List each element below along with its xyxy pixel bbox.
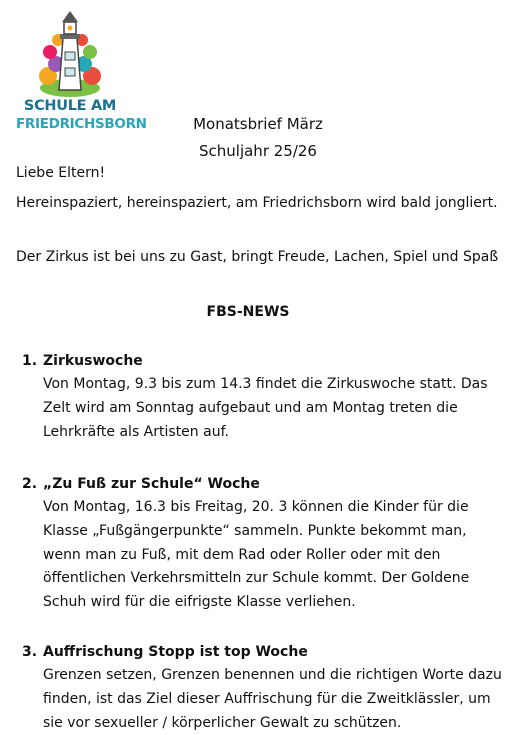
logo-school-name-line1: SCHULE AM (23, 98, 117, 114)
news-item-title: „Zu Fuß zur Schule“ Woche (43, 476, 260, 492)
page-subtitle: Schuljahr 25/26 (199, 142, 317, 160)
page-title: Monatsbrief März (193, 115, 323, 133)
news-item-number: 2. (22, 476, 38, 492)
intro-paragraph: Hereinspaziert, hereinspaziert, am Friedrichsborn wird bald jongliert. (16, 195, 498, 211)
news-item-number: 3. (22, 644, 38, 660)
greeting: Liebe Eltern! (16, 165, 106, 181)
news-item-number: 1. (22, 353, 38, 369)
logo-school-name-line2: FRIEDRICHSBORN (16, 116, 147, 132)
news-item-title: Auffrischung Stopp ist top Woche (43, 644, 308, 660)
news-item-body: Von Montag, 16.3 bis Freitag, 20. 3 können die Kinder für die Klasse „Fußgängerpunkte“ sammeln. Punkte bekommt man, wenn man zu Fuß, mit dem Rad oder Roller oder mit den öffentlichen Verkehrsmitteln zur Schule kommt. Der Goldene Schuh wird für die eifrigste Klasse verliehen. (43, 499, 470, 611)
news-item-body: Grenzen setzen, Grenzen benennen und die richtigen Worte dazu finden, ist das Ziel dieser Auffrischung für die Zweitklässler, um sie vor sexueller / körperlicher Gewalt zu schützen. (43, 667, 502, 731)
news-heading: FBS-NEWS (206, 304, 290, 320)
news-item-title: Zirkuswoche (43, 353, 143, 369)
news-item-body: Von Montag, 9.3 bis zum 14.3 findet die Zirkuswoche statt. Das Zelt wird am Sonntag aufgebaut und am Montag treten die Lehrkräfte als Artisten auf. (43, 376, 488, 440)
circus-paragraph: Der Zirkus ist bei uns zu Gast, bringt Freude, Lachen, Spiel und Spaß (16, 249, 499, 265)
lighthouse-hands-icon (36, 8, 104, 98)
school-logo (16, 8, 147, 133)
